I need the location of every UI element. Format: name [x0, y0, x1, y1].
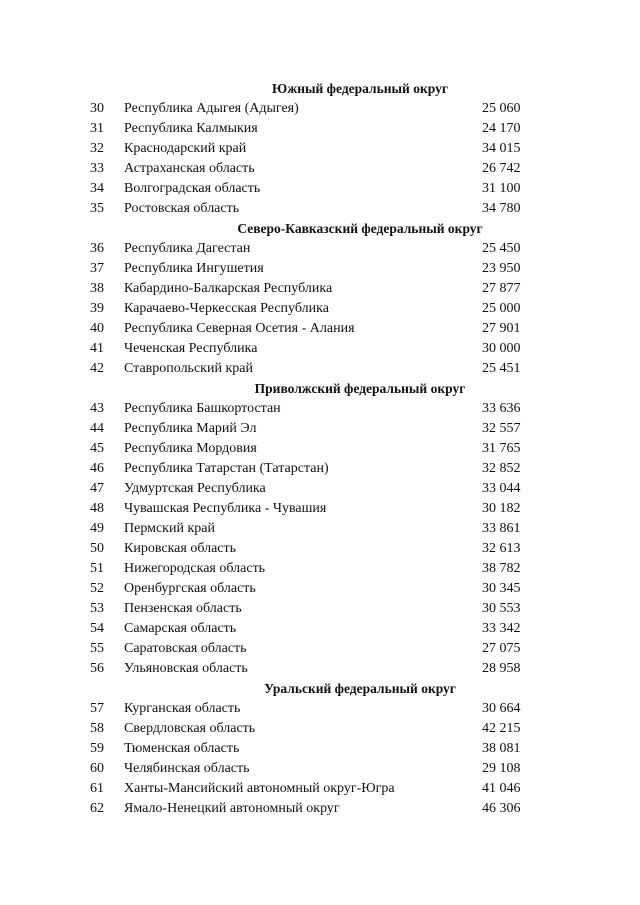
table-row	[0, 539, 640, 559]
region-name: Республика Мордовия	[124, 441, 257, 456]
region-value: 26 742	[482, 161, 521, 176]
row-number: 37	[90, 261, 104, 276]
row-number: 49	[90, 521, 104, 536]
table-row	[0, 519, 640, 539]
region-name: Республика Северная Осетия - Алания	[124, 321, 355, 336]
region-value: 31 100	[482, 181, 521, 196]
table-row	[0, 719, 640, 739]
table-row	[0, 579, 640, 599]
row-number: 31	[90, 121, 104, 136]
row-number: 51	[90, 561, 104, 576]
region-value: 30 000	[482, 341, 521, 356]
region-value: 33 044	[482, 481, 521, 496]
row-number: 56	[90, 661, 104, 676]
region-name: Ульяновская область	[124, 661, 248, 676]
region-value: 27 075	[482, 641, 521, 656]
region-name: Оренбургская область	[124, 581, 256, 596]
region-name: Пензенская область	[124, 601, 242, 616]
region-value: 46 306	[482, 801, 521, 816]
row-number: 42	[90, 361, 104, 376]
region-name: Кабардино-Балкарская Республика	[124, 281, 333, 296]
row-number: 52	[90, 581, 104, 596]
row-number: 36	[90, 241, 104, 256]
region-name: Краснодарский край	[124, 141, 247, 156]
region-name: Свердловская область	[124, 721, 256, 736]
row-number: 60	[90, 761, 104, 776]
table-row	[0, 319, 640, 339]
region-value: 41 046	[482, 781, 521, 796]
table-row	[0, 359, 640, 379]
region-value: 32 557	[482, 421, 521, 436]
region-name: Ямало-Ненецкий автономный округ	[124, 801, 340, 816]
region-name: Республика Башкортостан	[124, 401, 281, 416]
region-name: Пермский край	[124, 521, 215, 536]
region-value: 32 852	[482, 461, 521, 476]
region-value: 30 345	[482, 581, 521, 596]
region-value: 33 861	[482, 521, 521, 536]
table-row	[0, 259, 640, 279]
table-row	[0, 199, 640, 219]
region-name: Ханты-Мансийский автономный округ-Югра	[124, 781, 395, 796]
row-number: 47	[90, 481, 104, 496]
region-value: 25 060	[482, 101, 521, 116]
region-name: Чувашская Республика - Чувашия	[124, 501, 327, 516]
region-name: Удмуртская Республика	[124, 481, 266, 496]
region-value: 34 780	[482, 201, 521, 216]
region-name: Астраханская область	[124, 161, 255, 176]
row-number: 61	[90, 781, 104, 796]
table-row	[0, 779, 640, 799]
district-header: Северо-Кавказский федеральный округ	[237, 221, 483, 236]
region-name: Ростовская область	[124, 201, 240, 216]
region-value: 25 450	[482, 241, 521, 256]
region-name: Республика Дагестан	[124, 241, 251, 256]
region-name: Тюменская область	[124, 741, 240, 756]
district-header: Уральский федеральный округ	[264, 681, 456, 696]
region-value: 25 000	[482, 301, 521, 316]
row-number: 40	[90, 321, 104, 336]
row-number: 43	[90, 401, 104, 416]
region-name: Курганская область	[124, 701, 241, 716]
table-row	[0, 239, 640, 259]
region-name: Карачаево-Черкесская Республика	[124, 301, 329, 316]
table-row	[0, 639, 640, 659]
region-value: 32 613	[482, 541, 521, 556]
row-number: 44	[90, 421, 104, 436]
region-value: 30 182	[482, 501, 521, 516]
table-row	[0, 619, 640, 639]
table-row	[0, 279, 640, 299]
table-row	[0, 399, 640, 419]
region-name: Волгоградская область	[124, 181, 261, 196]
row-number: 46	[90, 461, 104, 476]
district-header: Приволжский федеральный округ	[254, 381, 466, 396]
row-number: 58	[90, 721, 104, 736]
region-name: Кировская область	[124, 541, 237, 556]
table-row	[0, 179, 640, 199]
row-number: 54	[90, 621, 104, 636]
row-number: 50	[90, 541, 104, 556]
district-header: Южный федеральный округ	[272, 81, 448, 96]
region-value: 30 664	[482, 701, 521, 716]
region-value: 30 553	[482, 601, 521, 616]
region-value: 25 451	[482, 361, 521, 376]
table-row	[0, 499, 640, 519]
region-name: Самарская область	[124, 621, 237, 636]
region-name: Республика Калмыкия	[124, 121, 258, 136]
region-name: Республика Марий Эл	[124, 421, 257, 436]
region-value: 24 170	[482, 121, 521, 136]
region-name: Республика Татарстан (Татарстан)	[124, 461, 329, 476]
row-number: 55	[90, 641, 104, 656]
document-page	[0, 79, 640, 819]
region-value: 34 015	[482, 141, 521, 156]
table-row	[0, 419, 640, 439]
table-row	[0, 459, 640, 479]
row-number: 35	[90, 201, 104, 216]
region-value: 23 950	[482, 261, 521, 276]
table-row	[0, 599, 640, 619]
table-row	[0, 759, 640, 779]
table-row	[0, 339, 640, 359]
region-name: Республика Ингушетия	[124, 261, 264, 276]
region-name: Челябинская область	[124, 761, 250, 776]
region-name: Саратовская область	[124, 641, 247, 656]
region-value: 27 877	[482, 281, 521, 296]
row-number: 33	[90, 161, 104, 176]
table-row	[0, 159, 640, 179]
region-value: 38 782	[482, 561, 521, 576]
table-row	[0, 699, 640, 719]
row-number: 34	[90, 181, 104, 196]
table-row	[0, 659, 640, 679]
row-number: 53	[90, 601, 104, 616]
region-value: 33 342	[482, 621, 521, 636]
region-value: 33 636	[482, 401, 521, 416]
row-number: 57	[90, 701, 104, 716]
region-name: Республика Адыгея (Адыгея)	[124, 101, 299, 116]
table-row	[0, 739, 640, 759]
row-number: 59	[90, 741, 104, 756]
row-number: 48	[90, 501, 104, 516]
row-number: 30	[90, 101, 104, 116]
row-number: 39	[90, 301, 104, 316]
table-row	[0, 99, 640, 119]
row-number: 45	[90, 441, 104, 456]
region-value: 42 215	[482, 721, 521, 736]
row-number: 38	[90, 281, 104, 296]
table-row	[0, 299, 640, 319]
row-number: 41	[90, 341, 104, 356]
row-number: 62	[90, 801, 104, 816]
table-row	[0, 479, 640, 499]
row-number: 32	[90, 141, 104, 156]
table-row	[0, 119, 640, 139]
table-row	[0, 799, 640, 819]
region-value: 29 108	[482, 761, 521, 776]
region-name: Ставропольский край	[124, 361, 253, 376]
table-row	[0, 139, 640, 159]
table-row	[0, 559, 640, 579]
region-value: 28 958	[482, 661, 521, 676]
table-row	[0, 439, 640, 459]
region-name: Нижегородская область	[124, 561, 266, 576]
region-name: Чеченская Республика	[124, 341, 258, 356]
region-value: 31 765	[482, 441, 521, 456]
region-value: 38 081	[482, 741, 521, 756]
region-value: 27 901	[482, 321, 521, 336]
